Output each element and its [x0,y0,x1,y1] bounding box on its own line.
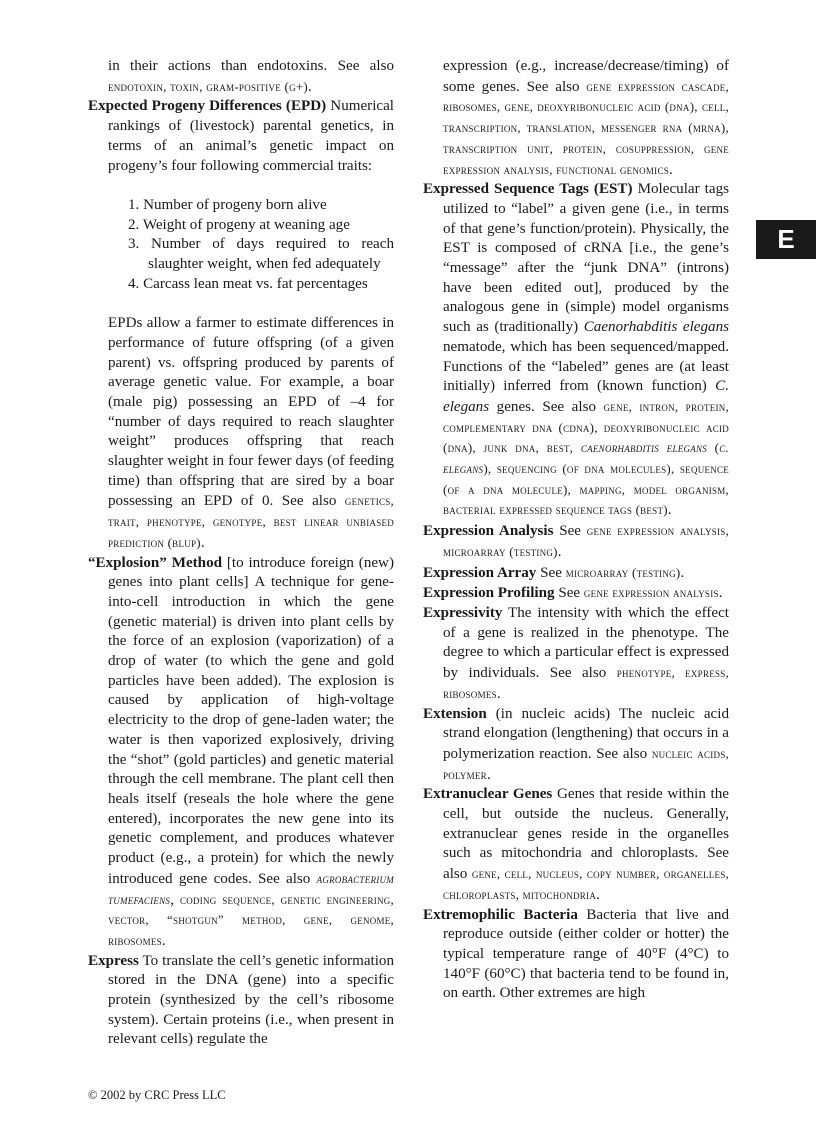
entry-headword: Express [88,952,139,969]
entry-definition: Genes that reside within the cell, but outside the nucleus. Generally, extranuclear genes reside in the organelles such as mitochondria and chloroplasts. See also gene, cell, nucleus, copy number, organelles, chloroplasts, mitochondria. [443,786,729,903]
glossary-entry [423,583,729,604]
list-item: 1. Number of progeny born alive [128,196,327,213]
continued-entry: in their actions than endotoxins. See also endotoxin, toxin, gram-positive (g+). [108,58,394,95]
section-tab: E [756,220,816,259]
glossary-entry [88,97,394,553]
entry-definition: [to introduce foreign (new) genes into plant cells] A technique for gene-into-cell introduction in which the gene (genetic material) is driven into plant cells by the force of an explosion (vaporization) of a drop of water (to which the gene and gold particles have been added). The explosion is caused by application of high-voltage electricity to the drop of gene-laden water; the water is then vaporized explosively, driving the “shot” (gold particles) and genetic material through the cell membrane. The plant cell then heals itself (reseals the hole where the gene entered), incorporates the new gene into its genetic complement, and produces whatever product (e.g., a protein) for which the newly introduced gene codes. See also agrobacterium tumefaciens, coding sequence, genetic engineering, vector, “shotgun” method, gene, genome, ribosomes. [108,554,394,949]
glossary-entry [423,785,729,905]
entry-definition: See gene expression analysis. [554,585,723,602]
list-item: 2. Weight of progeny at weaning age [128,216,350,233]
glossary-entry [423,180,729,521]
trait-list [88,196,394,295]
glossary-entry [88,952,394,1051]
entry-definition: Molecular tags utilized to “label” a given gene (i.e., in terms of that gene’s function/protein). Physically, the EST is composed of cRNA [i.e., the gene’s “message” after the “junk DNA” (introns) have been edited out], produced by the analogous gene in (simple) model organisms such as (traditionally) Caenorhabditis elegans nematode, which has been sequenced/mapped. Functions of the “labeled” genes are (at least initially) inferred from (known function) C. elegans genes. See also gene, intron, protein, complementary dna (cdna), deoxyribonucleic acid (dna), junk dna, best, caenorhabditis elegans (c. elegans), sequencing (of dna molecules), sequence (of a dna molecule), mapping, model organism, bacterial expressed sequence tags (best). [443,181,730,519]
entry-headword: Expression Analysis [423,523,554,540]
list-item: 3. Number of days required to reach slaughter weight, when fed adequately [128,236,394,273]
left-column [88,57,394,1050]
entry-definition: EPDs allow a farmer to estimate differences in performance of future offspring (of a given parent) vs. offspring produced by parents of average genetic value. For example, a boar (male pig) possessing an EPD of –4 for “number of days required to reach slaughter weight” produces offspring that reach slaughter weight in four fewer days (of feeding time) than offspring that are sired by a boar possessing an EPD of 0. See also genetics, trait, phenotype, genotype, best linear unbiased prediction (blup). [108,315,394,551]
entry-definition: To translate the cell’s genetic information stored in the DNA (gene) into a specific protein (synthesized by the cell’s ribosome system). Certain proteins (i.e., when present in relevant cells) regulate the [108,952,394,1048]
entry-headword: Expressed Sequence Tags (EST) [423,181,633,198]
glossary-entry [423,906,729,1005]
entry-headword: Extranuclear Genes [423,786,553,803]
glossary-entry [423,521,729,562]
entry-definition: Numerical rankings of (livestock) parental genetics, in terms of an animal’s genetic impact on progeny’s four following commercial traits: [108,98,394,174]
list-item: 4. Carcass lean meat vs. fat percentages [128,275,368,292]
entry-headword: Expected Progeny Differences (EPD) [88,98,327,115]
entry-definition: See gene expression analysis, microarray (testing). [443,523,729,560]
entry-headword: Extension [423,705,487,722]
entry-headword: Extremophilic Bacteria [423,906,578,923]
entry-definition: (in nucleic acids) The nucleic acid strand elongation (lengthening) that occurs in a polymerization reaction. See also nucleic acids, polymer. [443,705,729,783]
entry-definition: The intensity with which the effect of a gene is realized in the phenotype. The degree to which a particular effect is expressed by individuals. See also phenotype, express, ribosomes. [443,604,729,702]
copyright-footer: © 2002 by CRC Press LLC [88,1088,226,1102]
glossary-entry [423,705,729,786]
entry-headword: Expressivity [423,604,503,621]
continued-entry: expression (e.g., increase/decrease/timing) of some genes. See also gene expression cascade, ribosomes, gene, deoxyribonucleic acid (dna), cell, transcription, translation, messenger rna (mrna), transcription unit, protein, cosuppression, gene expression analysis, functional genomics. [443,58,729,178]
entry-definition: See microarray (testing). [536,564,685,581]
entry-list [423,180,729,1004]
glossary-entry [423,563,729,584]
glossary-entry [423,604,729,705]
entry-headword: Expression Array [423,564,537,581]
glossary-entry [88,554,394,952]
entry-headword: “Explosion” Method [88,554,223,571]
entry-headword: Expression Profiling [423,585,555,602]
entry-definition: Bacteria that live and reproduce outside (either colder or hotter) the typical temperature range of 40°F (4°C) to 140°F (60°C) that bacteria tend to be found in, on earth. Other extremes are high [443,906,729,1002]
right-column [423,57,729,1004]
